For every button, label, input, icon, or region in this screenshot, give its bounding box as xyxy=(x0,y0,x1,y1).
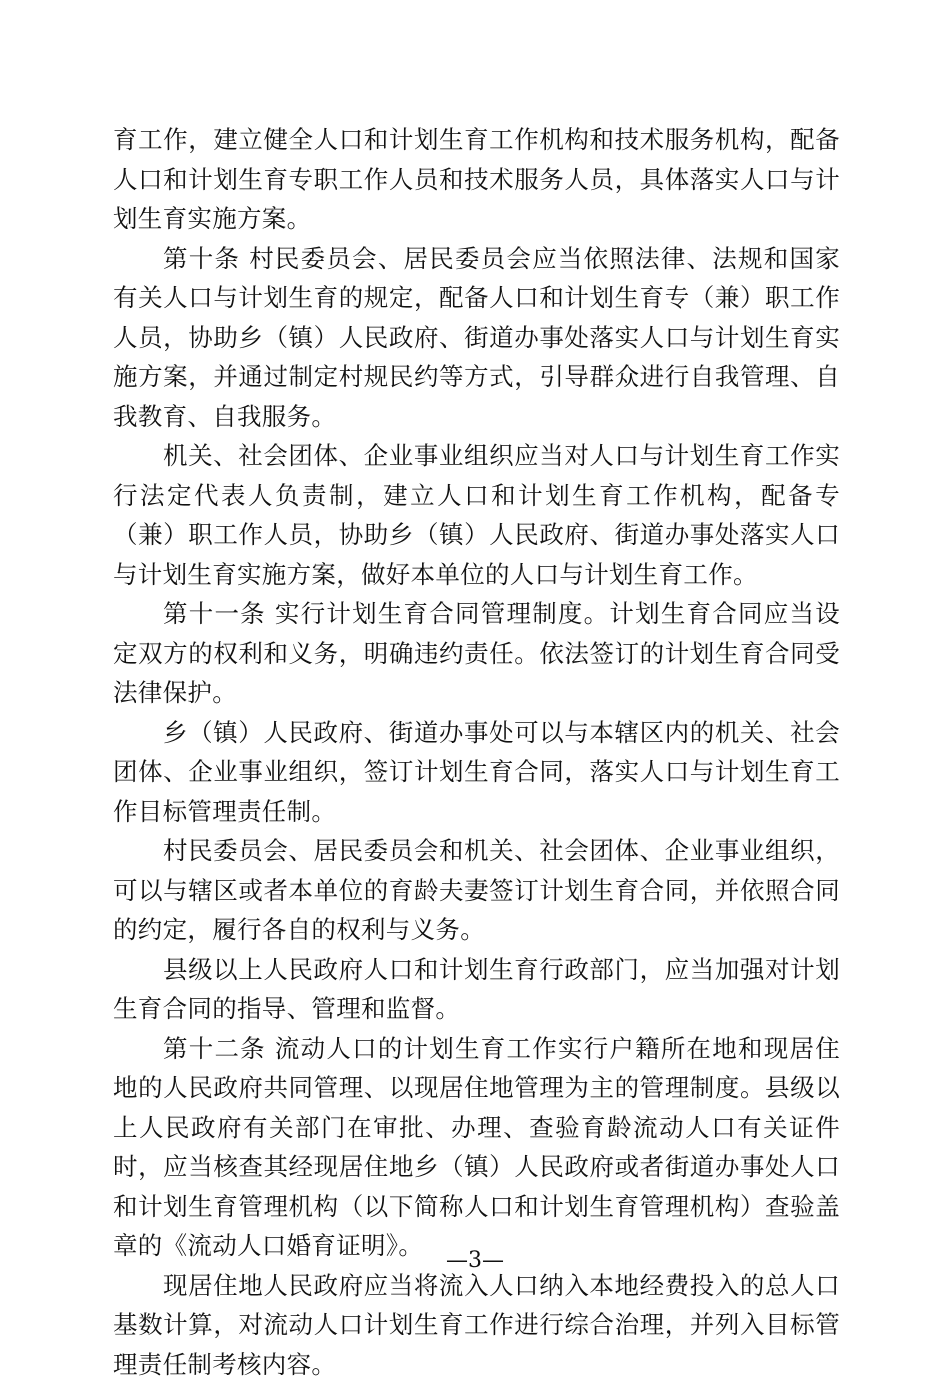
paragraph-1: 育工作，建立健全人口和计划生育工作机构和技术服务机构，配备人口和计划生育专职工作人员和技术服务人员，具体落实人口与计划生育实施方案。 xyxy=(113,120,840,239)
paragraph-3: 机关、社会团体、企业事业组织应当对人口与计划生育工作实行法定代表人负责制，建立人口和计划生育工作机构，配备专（兼）职工作人员，协助乡（镇）人民政府、街道办事处落实人口与计划生育实施方案，做好本单位的人口与计划生育工作。 xyxy=(113,436,840,594)
page-number: —3— xyxy=(0,1248,950,1273)
paragraph-6: 村民委员会、居民委员会和机关、社会团体、企业事业组织，可以与辖区或者本单位的育龄夫妻签订计划生育合同，并依照合同的约定，履行各自的权利与义务。 xyxy=(113,831,840,950)
paragraph-5: 乡（镇）人民政府、街道办事处可以与本辖区内的机关、社会团体、企业事业组织，签订计划生育合同，落实人口与计划生育工作目标管理责任制。 xyxy=(113,713,840,832)
paragraph-9: 现居住地人民政府应当将流入人口纳入本地经费投入的总人口基数计算，对流动人口计划生育工作进行综合治理，并列入目标管理责任制考核内容。 xyxy=(113,1266,840,1384)
paragraph-article-12: 第十二条 流动人口的计划生育工作实行户籍所在地和现居住地的人民政府共同管理、以现居住地管理为主的管理制度。县级以上人民政府有关部门在审批、办理、查验育龄流动人口有关证件时，应当核查其经现居住地乡（镇）人民政府或者街道办事处人口和计划生育管理机构（以下简称人口和计划生育管理机构）查验盖章的《流动人口婚育证明》。 xyxy=(113,1029,840,1266)
paragraph-article-10: 第十条 村民委员会、居民委员会应当依照法律、法规和国家有关人口与计划生育的规定，配备人口和计划生育专（兼）职工作人员，协助乡（镇）人民政府、街道办事处落实人口与计划生育实施方案，并通过制定村规民约等方式，引导群众进行自我管理、自我教育、自我服务。 xyxy=(113,239,840,437)
paragraph-article-11: 第十一条 实行计划生育合同管理制度。计划生育合同应当设定双方的权利和义务，明确违约责任。依法签订的计划生育合同受法律保护。 xyxy=(113,594,840,713)
paragraph-7: 县级以上人民政府人口和计划生育行政部门，应当加强对计划生育合同的指导、管理和监督。 xyxy=(113,950,840,1029)
document-body xyxy=(113,120,840,1384)
